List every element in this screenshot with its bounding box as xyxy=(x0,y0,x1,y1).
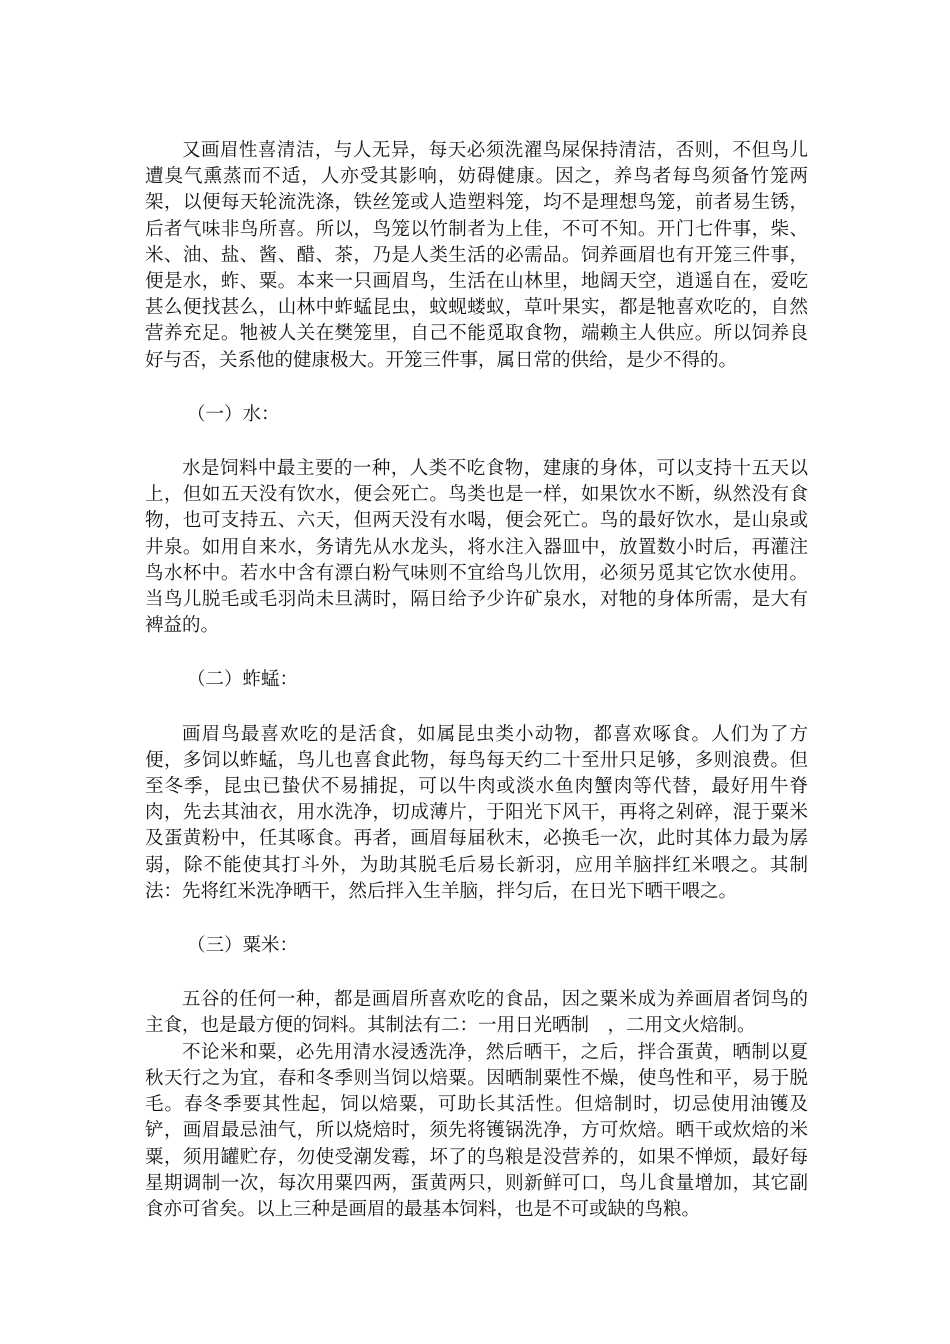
section-body-millet-2: 不论米和粟，必先用清水浸透洗净，然后晒干，之后，拌合蛋黄，晒制以夏秋天行之为宜，春和冬季则当饲以焙粟。因晒制粟性不燥，使鸟性和平，易于脱毛。春冬季要其性起，饲以焙粟，可助长其活性。但焙制时，切忌使用油镬及铲，画眉最忌油气，所以烧焙时，须先将镬锅洗净，方可炊焙。晒干或炊焙的米粟，须用罐贮存，勿使受潮发霉，坏了的鸟粮是没营养的，如果不惮烦，最好每星期调制一次，每次用粟四两，蛋黄两只，则新鲜可口，鸟儿食量增加，其它副食亦可省矣。以上三种是画眉的最基本饲料，也是不可或缺的鸟粮。 xyxy=(145,1041,808,1220)
section-heading-millet: （三）粟米： xyxy=(187,935,299,957)
spacer xyxy=(145,959,808,987)
spacer xyxy=(145,639,808,667)
section-body-water: 水是饲料中最主要的一种，人类不吃食物，建康的身体，可以支持十五天以上，但如五天没有饮水，便会死亡。鸟类也是一样，如果饮水不断，纵然没有食物，也可支持五、六天，但两天没有水喝，便会死亡。鸟的最好饮水，是山泉或井泉。如用自来水，务请先从水龙头，将水注入器皿中，放置数小时后，再灌注鸟水杯中。若水中含有漂白粉气味则不宜给鸟儿饮用，必须另觅其它饮水使用。当鸟儿脱毛或毛羽尚未旦满时，隔日给予少许矿泉水，对牠的身体所需，是大有裨益的。 xyxy=(145,458,808,637)
spacer xyxy=(145,428,808,456)
section-body-grasshopper: 画眉鸟最喜欢吃的是活食，如属昆虫类小动物，都喜欢啄食。人们为了方便，多饲以蚱蜢，鸟儿也喜食此物，每鸟每天约二十至卅只足够，多则浪费。但至冬季，昆虫已蛰伏不易捕捉，可以牛肉或淡水鱼肉蟹肉等代替，最好用牛脊肉，先去其油衣，用水洗净，切成薄片，于阳光下风干，再将之剁碎，混于粟米及蛋黄粉中，任其啄食。再者，画眉每届秋末，必换毛一次，此时其体力最为孱弱，除不能使其打斗外，为助其脱毛后易长新羽，应用羊脑拌红米喂之。其制法：先将红米洗净晒干，然后拌入生羊脑，拌匀后，在日光下晒干喂之。 xyxy=(145,723,808,902)
spacer xyxy=(145,905,808,933)
document-page xyxy=(145,138,808,1223)
section-body-millet-1: 五谷的任何一种，都是画眉所喜欢吃的食品，因之粟米成为养画眉者饲鸟的主食，也是最方便的饲料。其制法有二：一用日光晒制 ，二用文火焙制。 xyxy=(145,989,808,1037)
intro-paragraph: 又画眉性喜清洁，与人无异，每天必须洗濯鸟屎保持清洁，否则，不但鸟儿遭臭气熏蒸而不适，人亦受其影响，妨碍健康。因之，养鸟者每鸟须备竹笼两架，以便每天轮流洗涤，铁丝笼或人造塑料笼，均不是理想鸟笼，前者易生锈，后者气味非鸟所喜。所以，鸟笼以竹制者为上佳，不可不知。开门七件事，柴、米、油、盐、酱、醋、茶，乃是人类生活的必需品。饲养画眉也有开笼三件事，便是水，蚱、粟。本来一只画眉鸟，生活在山林里，地阔天空，逍遥自在，爱吃甚么便找甚么，山林中蚱蜢昆虫，蚊蚬蝼蚁，草叶果实，都是牠喜欢吃的，自然营养充足。牠被人关在樊笼里，自己不能觅取食物，端赖主人供应。所以饲养良好与否，关系他的健康极大。开笼三件事，属日常的供给，是少不得的。 xyxy=(145,140,808,371)
section-heading-water: （一）水： xyxy=(187,403,280,425)
spacer xyxy=(145,694,808,722)
spacer xyxy=(145,374,808,402)
section-heading-grasshopper: （二）蚱蜢： xyxy=(187,669,299,691)
